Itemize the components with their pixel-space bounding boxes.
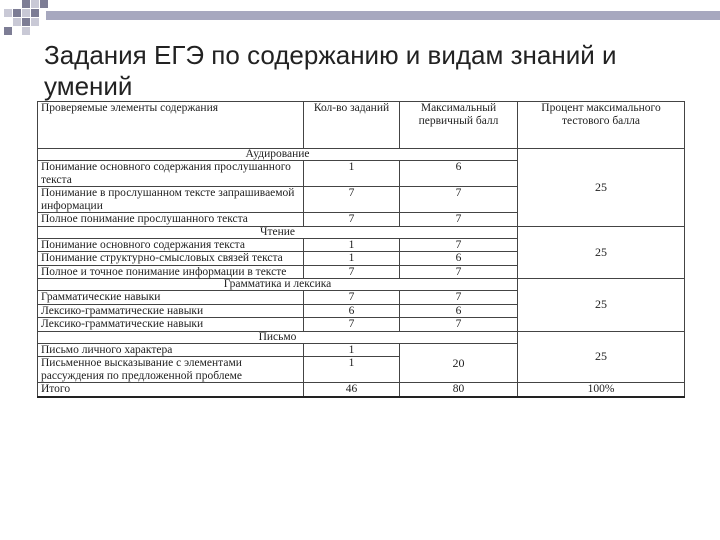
decorative-header-squares [0,0,720,40]
total-score: 80 [400,383,518,397]
section-row-writing [38,331,685,343]
element-cell: Лексико-грамматические навыки [38,304,304,318]
score-cell: 7 [400,318,518,332]
element-cell: Грамматические навыки [38,291,304,305]
element-cell: Полное понимание прослушанного текста [38,213,304,227]
element-cell: Письменное высказывание с элементами рассуждения по предложенной проблеме [38,357,304,383]
header-count: Кол-во заданий [304,102,400,149]
element-cell: Лексико-грамматические навыки [38,318,304,332]
total-percent: 100% [518,383,685,397]
count-cell: 7 [304,318,400,332]
section-percent: 25 [518,331,685,383]
deco-square [31,0,39,8]
count-cell: 1 [304,252,400,266]
deco-square [22,9,30,17]
element-cell: Понимание структурно-смысловых связей текста [38,252,304,266]
count-cell: 7 [304,291,400,305]
table-header-row [38,102,685,149]
element-cell: Письмо личного характера [38,343,304,357]
section-row-listening [38,149,685,161]
exam-structure-table [37,101,685,398]
count-cell: 7 [304,187,400,213]
count-cell: 7 [304,213,400,227]
element-cell: Понимание основного содержания прослушанного текста [38,161,304,187]
header-percent: Процент максимального тестового балла [518,102,685,149]
count-cell: 1 [304,357,400,383]
deco-square [31,18,39,26]
deco-square [13,18,21,26]
header-max-score: Максимальный первичный балл [400,102,518,149]
total-label: Итого [38,383,304,397]
deco-square [4,27,12,35]
section-row-grammar [38,279,685,291]
score-cell: 7 [400,213,518,227]
section-percent: 25 [518,226,685,279]
score-cell: 6 [400,304,518,318]
total-count: 46 [304,383,400,397]
deco-square [22,18,30,26]
count-cell: 1 [304,161,400,187]
header-bar [46,11,720,20]
section-title: Аудирование [38,149,518,161]
count-cell: 1 [304,343,400,357]
deco-square [22,27,30,35]
slide-title: Задания ЕГЭ по содержанию и видам знаний и умений [44,40,617,101]
header-content: Проверяемые элементы содержания [38,102,304,149]
section-title: Грамматика и лексика [38,279,518,291]
section-title: Письмо [38,331,518,343]
section-percent: 25 [518,279,685,332]
deco-square [4,9,12,17]
count-cell: 6 [304,304,400,318]
score-cell: 7 [400,187,518,213]
score-cell: 6 [400,252,518,266]
section-percent: 25 [518,149,685,227]
score-cell: 7 [400,265,518,279]
deco-square [40,0,48,8]
deco-square [22,0,30,8]
total-row [38,383,685,397]
section-title: Чтение [38,226,518,238]
deco-square [31,9,39,17]
score-cell: 7 [400,238,518,252]
count-cell: 7 [304,265,400,279]
score-cell: 6 [400,161,518,187]
count-cell: 1 [304,238,400,252]
element-cell: Понимание в прослушанном тексте запрашиваемой информации [38,187,304,213]
element-cell: Полное и точное понимание информации в тексте [38,265,304,279]
score-cell: 7 [400,291,518,305]
section-score-cell: 20 [400,343,518,383]
element-cell: Понимание основного содержания текста [38,238,304,252]
deco-square [13,9,21,17]
section-row-reading [38,226,685,238]
